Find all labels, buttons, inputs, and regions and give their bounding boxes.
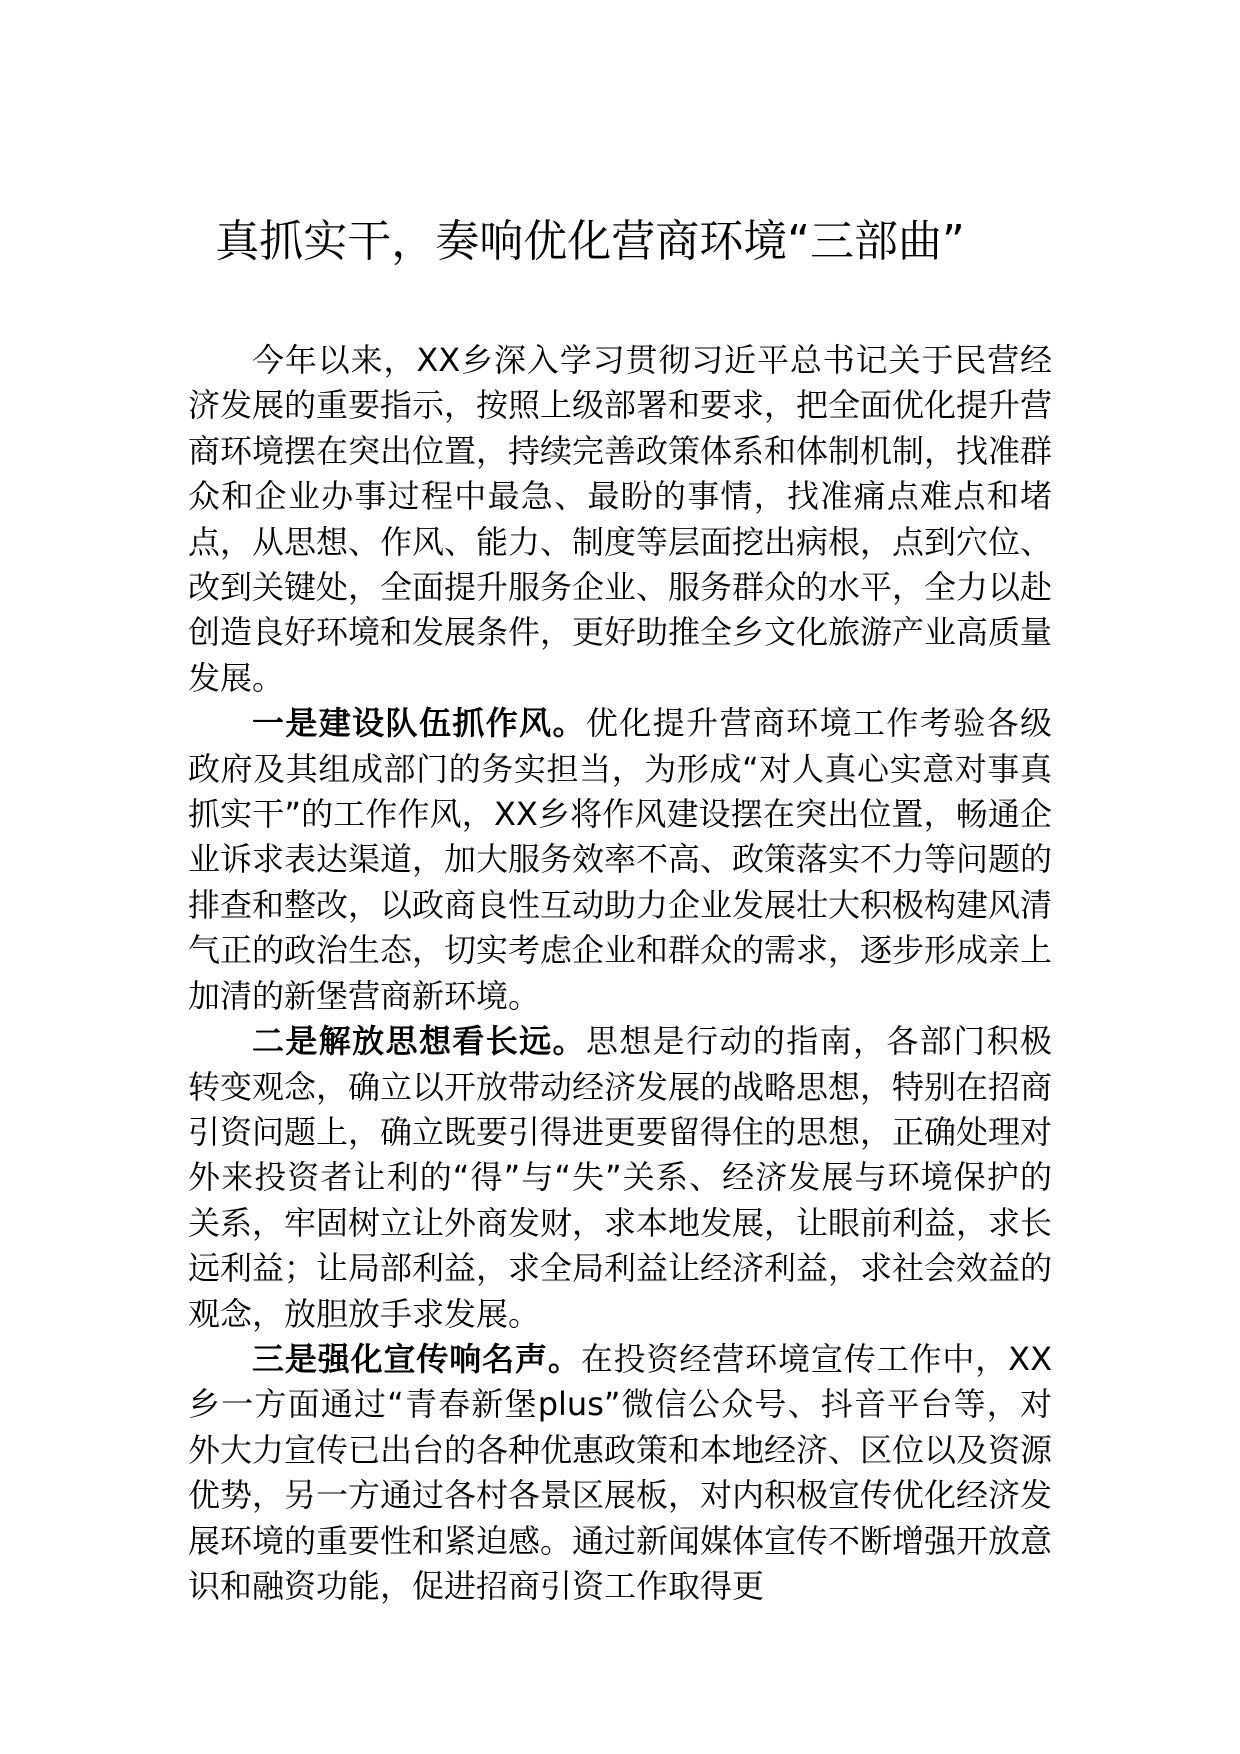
paragraph-lead: 一是建设队伍抓作风。	[252, 704, 586, 743]
paragraph-lead: 二是解放思想看长远。	[252, 1022, 586, 1061]
paragraph-text: 思想是行动的指南，各部门积极转变观念，确立以开放带动经济发展的战略思想，特别在招商引资问题上，确立既要引得进更要留得住的思想，正确处理对外来投资者让利的“得”与“失”关系、经济发展与环境保护的关系，牢固树立让外商发财，求本地发展，让眼前利益，求长远利益；让局部利益，求全局利益让经济利益，求社会效益的观念，放胆放手求发展。	[188, 1022, 1053, 1333]
paragraph-point-3	[188, 1337, 1052, 1609]
paragraph-text: 今年以来，XX乡深入学习贯彻习近平总书记关于民营经济发展的重要指示，按照上级部署和要求，把全面优化提升营商环境摆在突出位置，持续完善政策体系和体制机制，找准群众和企业办事过程中最急、最盼的事情，找准痛点难点和堵点，从思想、作风、能力、制度等层面挖出病根，点到穴位、改到关键处，全面提升服务企业、服务群众的水平，全力以赴创造良好环境和发展条件，更好助推全乡文化旅游产业高质量发展。	[188, 341, 1053, 697]
paragraph-text: 优化提升营商环境工作考验各级政府及其组成部门的务实担当，为形成“对人真心实意对事真抓实干”的工作作风，XX乡将作风建设摆在突出位置，畅通企业诉求表达渠道，加大服务效率不高、政策落实不力等问题的排查和整改，以政商良性互动助力企业发展壮大积极构建风清气正的政治生态，切实考虑企业和群众的需求，逐步形成亲上加清的新堡营商新环境。	[188, 704, 1053, 1015]
paragraph-point-2	[188, 1019, 1052, 1337]
paragraph-intro	[188, 338, 1052, 701]
paragraph-point-1	[188, 701, 1052, 1019]
paragraph-text: 在投资经营环境宣传工作中，XX乡一方面通过“青春新堡plus”微信公众号、抖音平台等，对外大力宣传已出台的各种优惠政策和本地经济、区位以及资源优势，另一方通过各村各景区展板，对内积极宣传优化经济发展环境的重要性和紧迫感。通过新闻媒体宣传不断增强开放意识和融资功能，促进招商引资工作取得更	[188, 1339, 1053, 1605]
document-body	[188, 338, 1052, 1609]
document-title: 真抓实干，奏响优化营商环境“三部曲”	[215, 216, 965, 267]
paragraph-lead: 三是强化宣传响名声。	[252, 1339, 581, 1378]
